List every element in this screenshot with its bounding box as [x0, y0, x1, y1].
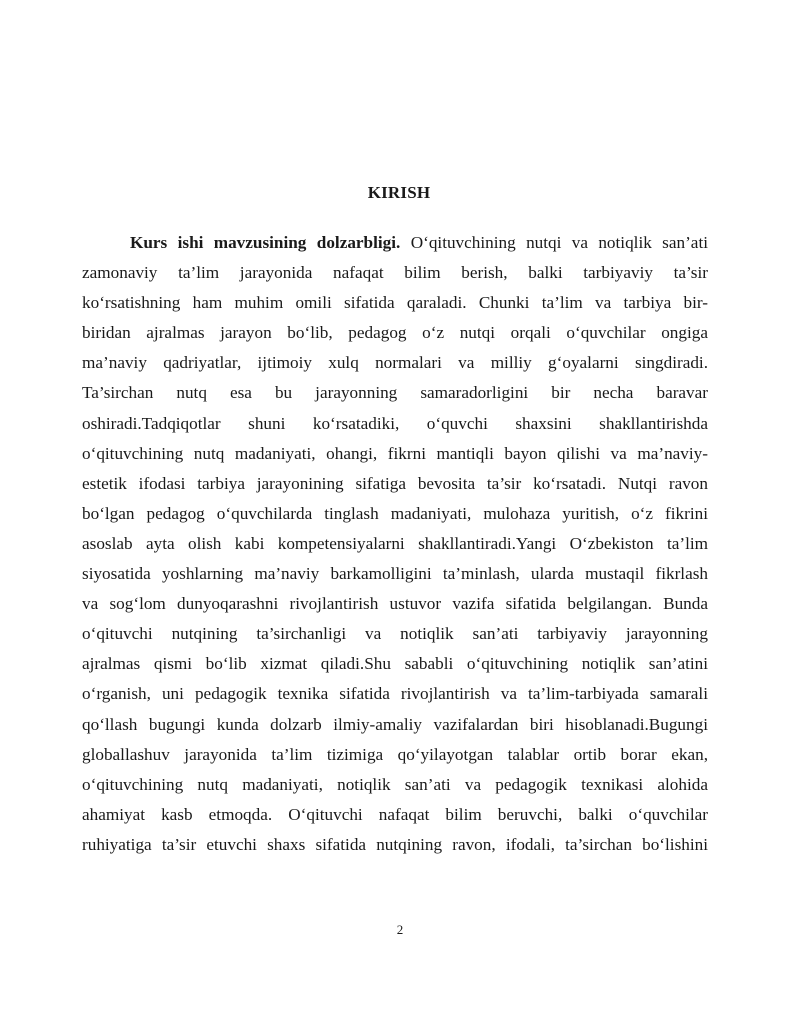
paragraph-line: oshiradi.Tadqiqotlar shuni ko‘rsatadiki, o‘quvchi shaxsini shakllantirishda — [82, 413, 708, 433]
paragraph-line: Kurs ishi mavzusining dolzarbligi. O‘qituvchining nutqi va notiqlik san’ati — [130, 233, 708, 252]
paragraph-line: ko‘rsatishning ham muhim omili sifatida qaraladi. Chunki ta’lim va tarbiya bir- — [82, 293, 708, 313]
paragraph-line: o‘qituvchining nutq madaniyati, ohangi, fikrni mantiqli bayon qilishi va ma’naviy- — [82, 443, 708, 463]
lead-bold-text: Kurs ishi mavzusining dolzarbligi. — [130, 233, 401, 252]
paragraph-line: estetik ifodasi tarbiya jarayonining sifatiga bevosita ta’sir ko‘rsatadi. Nutqi ravon — [82, 473, 708, 493]
body-paragraph — [82, 228, 708, 860]
paragraph-line: Ta’sirchan nutq esa bu jarayonning samaradorligini bir necha baravar — [82, 383, 708, 403]
paragraph-line: o‘qituvchining nutq madaniyati, notiqlik san’ati va pedagogik texnikasi alohida — [82, 774, 708, 794]
section-heading: KIRISH — [367, 183, 431, 202]
paragraph-line: siyosatida yoshlarning ma’naviy barkamolligini ta’minlash, ularda mustaqil fikrlash — [82, 564, 708, 584]
paragraph-line: o‘qituvchi nutqining ta’sirchanligi va notiqlik san’ati tarbiyaviy jarayonning — [82, 624, 708, 644]
paragraph-line: ma’naviy qadriyatlar, ijtimoiy xulq normalari va milliy g‘oyalarni singdiradi. — [82, 353, 708, 373]
paragraph-line: zamonaviy ta’lim jarayonida nafaqat bilim berish, balki tarbiyaviy ta’sir — [82, 263, 708, 283]
paragraph-line: ahamiyat kasb etmoqda. O‘qituvchi nafaqat bilim beruvchi, balki o‘quvchilar — [82, 804, 708, 824]
page-number: 2 — [396, 922, 404, 937]
paragraph-line: asoslab ayta olish kabi kompetensiyalarni shakllantiradi.Yangi O‘zbekiston ta’lim — [82, 533, 708, 553]
paragraph-line: biridan ajralmas jarayon bo‘lib, pedagog o‘z nutqi orqali o‘quvchilar ongiga — [82, 323, 708, 343]
paragraph-line: ajralmas qismi bo‘lib xizmat qiladi.Shu sababli o‘qituvchining notiqlik san’atini — [82, 654, 708, 674]
paragraph-line: o‘rganish, uni pedagogik texnika sifatida rivojlantirish va ta’lim-tarbiyada samarali — [82, 684, 708, 704]
paragraph-line: ruhiyatiga ta’sir etuvchi shaxs sifatida nutqining ravon, ifodali, ta’sirchan bo‘lishini — [82, 834, 708, 854]
paragraph-line: qo‘llash bugungi kunda dolzarb ilmiy-amaliy vazifalardan biri hisoblanadi.Bugungi — [82, 714, 708, 734]
paragraph-line: globallashuv jarayonida ta’lim tizimiga qo‘yilayotgan talablar ortib borar ekan, — [82, 744, 708, 764]
paragraph-line: va sog‘lom dunyoqarashni rivojlantirish ustuvor vazifa sifatida belgilangan. Bunda — [82, 594, 708, 614]
paragraph-line: bo‘lgan pedagog o‘quvchilarda tinglash madaniyati, mulohaza yuritish, o‘z fikrini — [82, 503, 708, 523]
